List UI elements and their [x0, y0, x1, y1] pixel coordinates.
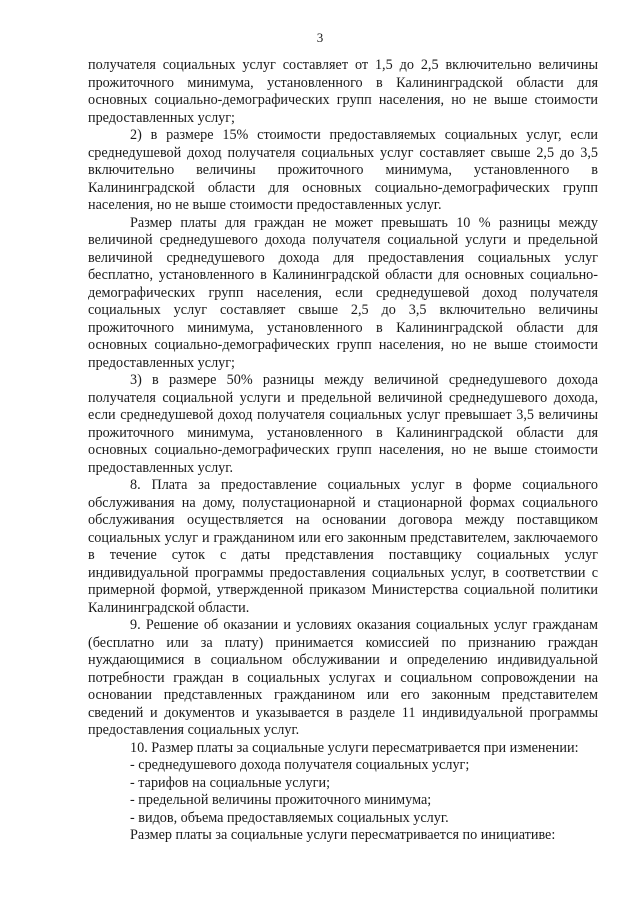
paragraph: 3) в размере 50% разницы между величиной среднедушевого дохода получателя социальной услуги и предельной величиной среднедушевого дохода, если среднедушевой доход получателя социальных услуг превышает 3,5 величины прожиточного минимума, установленного в Калининградской области для основных социально-демографических групп населения, но не выше стоимости предоставленных услуг. — [88, 372, 598, 476]
list-item: - тарифов на социальные услуги; — [130, 774, 331, 791]
list-item: - видов, объема предоставляемых социальных услуг. — [130, 809, 449, 826]
paragraph: 9. Решение об оказании и условиях оказания социальных услуг гражданам (бесплатно или за плату) принимается комиссией по признанию граждан нуждающимися в социальном обслуживании и определению индивидуальной потребности граждан в социальных услугах и социальном сопровождении на основании представленных гражданином или его законным представителем сведений и документов и указывается в разделе 11 индивидуальной программы предоставления социальных услуг. — [88, 617, 598, 738]
paragraph: 2) в размере 15% стоимости предоставляемых социальных услуг, если среднедушевой доход получателя социальных услуг составляет свыше 2,5 до 3,5 включительно величины прожиточного минимума, установленного в Калининградской области для основных социально-демографических групп населения, но не выше стоимости предоставленных услуг. — [88, 127, 598, 213]
closing-paragraph: Размер платы за социальные услуги пересматривается по инициативе: — [130, 827, 556, 843]
paragraph: 8. Плата за предоставление социальных услуг в форме социального обслуживания на дому, полустационарной и стационарной формах социального обслуживания осуществляется на основании договора между поставщиком социальных услуг и гражданином или его законным представителем, заключаемого в течение суток с даты представления поставщику социальных услуг индивидуальной программы предоставления социальных услуг, в соответствии с примерной формой, утвержденной приказом Министерства социальной политики Калининградской области. — [88, 477, 598, 616]
paragraph: получателя социальных услуг составляет от 1,5 до 2,5 включительно величины прожиточного минимума, установленного в Калининградской области для основных социально-демографических групп населения, но не выше стоимости предоставленных услуг; — [88, 57, 598, 126]
list-item: - среднедушевого дохода получателя социальных услуг; — [130, 757, 470, 773]
page-number: 3 — [316, 30, 324, 45]
document-body — [88, 57, 598, 845]
paragraph: 10. Размер платы за социальные услуги пересматривается при изменении: — [130, 739, 579, 756]
paragraph: Размер платы для граждан не может превышать 10 % разницы между величиной среднедушевого дохода получателя социальной услуги и предельной величиной среднедушевого дохода для предоставления социальных услуг бесплатно, установленного в Калининградской области для основных социально-демографических групп населения, если среднедушевой доход получателя социальных услуг составляет свыше 2,5 до 3,5 включительно величины прожиточного минимума, установленного в Калининградской области для основных социально-демографических групп населения, но не выше стоимости предоставленных услуг; — [88, 214, 598, 371]
list-item: - предельной величины прожиточного минимума; — [130, 792, 432, 808]
